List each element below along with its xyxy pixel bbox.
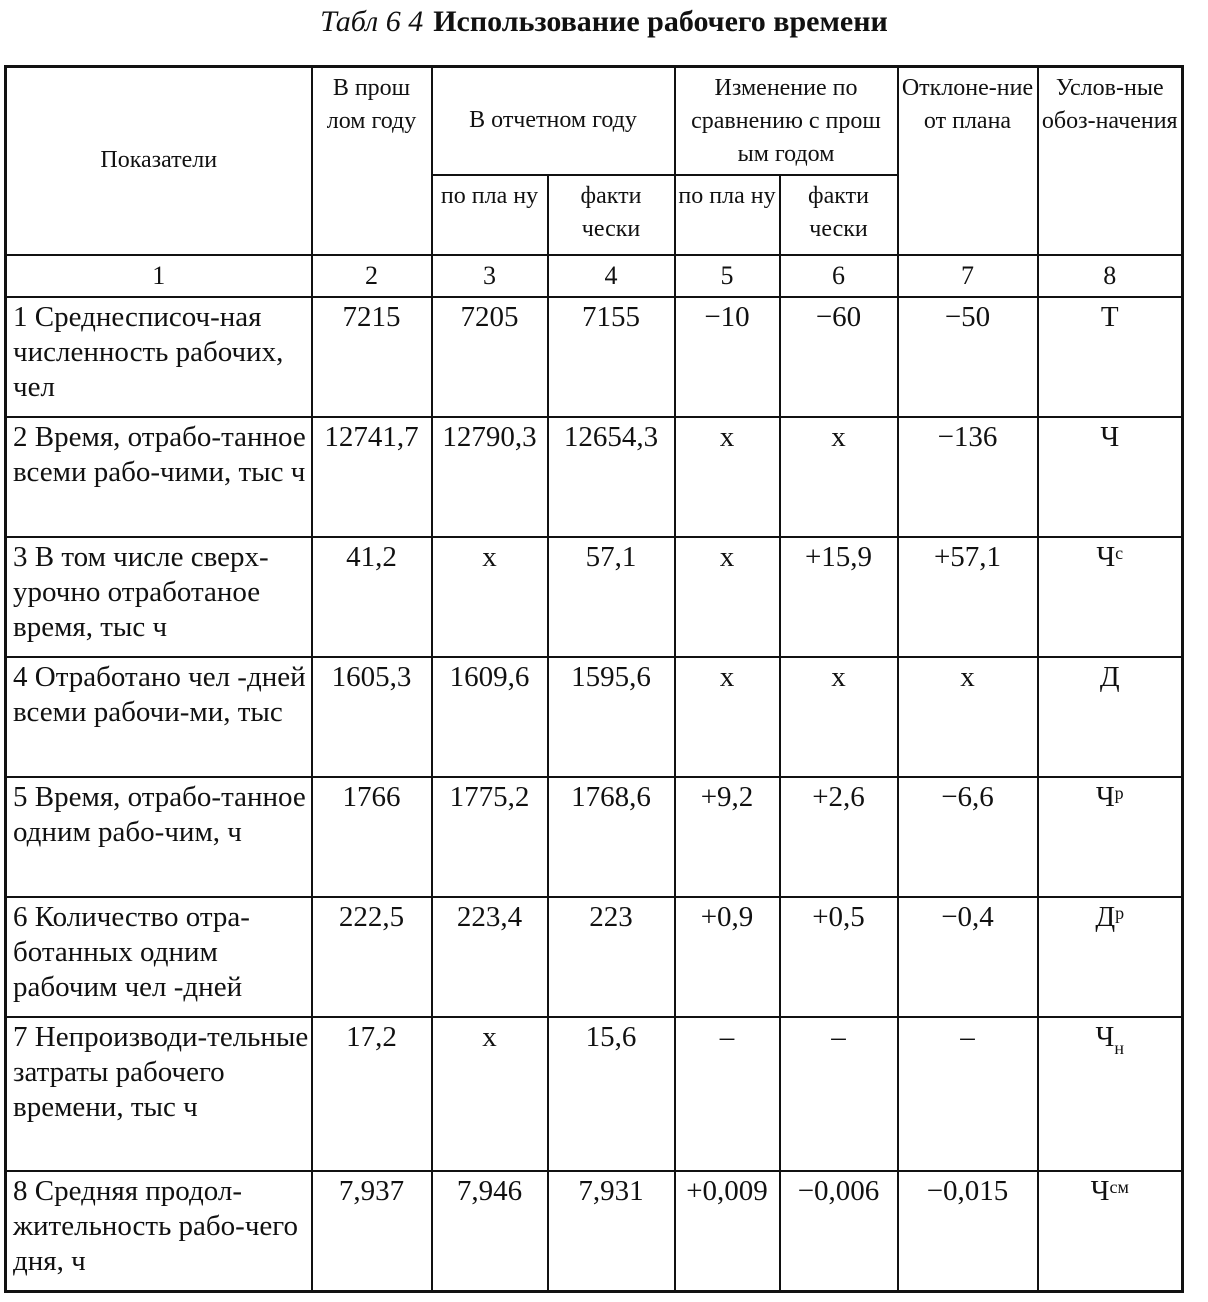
notation-superscript: р (1114, 782, 1124, 803)
plan-cell: 7,946 (432, 1171, 548, 1292)
notation-symbol: Д (1099, 660, 1120, 693)
prev-year-cell: 222,5 (312, 897, 432, 1017)
notation-symbol: Ч (1095, 780, 1115, 813)
table-row (6, 1017, 1183, 1171)
plan-cell: 12790,3 (432, 417, 548, 537)
plan-cell: 1775,2 (432, 777, 548, 897)
header-actual: факти чески (548, 175, 675, 255)
table-row (6, 297, 1183, 417)
header-change-actual: факти чески (780, 175, 898, 255)
change-plan-cell: +0,009 (675, 1171, 780, 1292)
prev-year-cell: 1605,3 (312, 657, 432, 777)
plan-cell: х (432, 1017, 548, 1171)
prev-year-cell: 12741,7 (312, 417, 432, 537)
change-actual-cell: – (780, 1017, 898, 1171)
notation-cell (1038, 297, 1183, 417)
change-plan-cell: +0,9 (675, 897, 780, 1017)
notation-cell (1038, 417, 1183, 537)
table-row (6, 897, 1183, 1017)
notation-superscript: см (1109, 1176, 1129, 1197)
notation-cell (1038, 1171, 1183, 1292)
notation-symbol: Ч (1100, 420, 1120, 453)
column-number: 1 (6, 255, 312, 297)
prev-year-cell: 17,2 (312, 1017, 432, 1171)
table-row (6, 777, 1183, 897)
change-plan-cell: х (675, 537, 780, 657)
change-actual-cell: +2,6 (780, 777, 898, 897)
change-plan-cell: +9,2 (675, 777, 780, 897)
change-actual-cell: −0,006 (780, 1171, 898, 1292)
header-plan: по пла ну (432, 175, 548, 255)
change-actual-cell: х (780, 417, 898, 537)
indicator-cell: 1 Среднесписоч-ная численность рабочих, чел (6, 297, 312, 417)
notation-cell (1038, 897, 1183, 1017)
change-plan-cell: х (675, 417, 780, 537)
notation-symbol: Ч (1096, 540, 1116, 573)
column-number: 7 (898, 255, 1038, 297)
header-indicators: Показатели (6, 67, 312, 255)
actual-cell: 57,1 (548, 537, 675, 657)
prev-year-cell: 7215 (312, 297, 432, 417)
notation-symbol: Т (1100, 300, 1119, 333)
table-row (6, 657, 1183, 777)
deviation-cell: −0,015 (898, 1171, 1038, 1292)
indicator-cell: 3 В том числе сверх-урочно отработаное время, тыс ч (6, 537, 312, 657)
header-row-1 (6, 67, 1183, 175)
table-row (6, 1171, 1183, 1292)
header-change-prev: Изменение по сравнению с прош ым годом (675, 67, 898, 175)
deviation-cell: −0,4 (898, 897, 1038, 1017)
actual-cell: 7155 (548, 297, 675, 417)
notation-symbol: Д (1095, 900, 1116, 933)
notation-superscript: с (1115, 542, 1124, 563)
header-prev-year: В прош лом году (312, 67, 432, 255)
notation-subscript: н (1114, 1037, 1124, 1058)
notation-symbol: Ч (1090, 1174, 1110, 1207)
plan-cell: 7205 (432, 297, 548, 417)
column-number: 2 (312, 255, 432, 297)
notation-cell (1038, 657, 1183, 777)
column-number: 6 (780, 255, 898, 297)
header-deviation: Отклоне-ние от плана (898, 67, 1038, 255)
change-actual-cell: х (780, 657, 898, 777)
deviation-cell: +57,1 (898, 537, 1038, 657)
table-row (6, 537, 1183, 657)
column-number-row (6, 255, 1183, 297)
indicator-cell: 8 Средняя продол-жительность рабо-чего дня, ч (6, 1171, 312, 1292)
actual-cell: 7,931 (548, 1171, 675, 1292)
notation-cell (1038, 1017, 1183, 1171)
change-plan-cell: х (675, 657, 780, 777)
plan-cell: 223,4 (432, 897, 548, 1017)
notation-superscript: р (1115, 902, 1125, 923)
table-title: Использование рабочего времени (433, 5, 888, 38)
indicator-cell: 7 Непроизводи-тельные затраты рабочего времени, тыс ч (6, 1017, 312, 1171)
table-row (6, 417, 1183, 537)
prev-year-cell: 41,2 (312, 537, 432, 657)
indicator-cell: 6 Количество отра-ботанных одним рабочим чел -дней (6, 897, 312, 1017)
column-number: 3 (432, 255, 548, 297)
notation-cell (1038, 777, 1183, 897)
deviation-cell: −50 (898, 297, 1038, 417)
header-notation: Услов-ные обоз-начения (1038, 67, 1183, 255)
actual-cell: 1768,6 (548, 777, 675, 897)
actual-cell: 15,6 (548, 1017, 675, 1171)
notation-symbol: Ч (1095, 1020, 1115, 1053)
header-change-plan: по пла ну (675, 175, 780, 255)
column-number: 4 (548, 255, 675, 297)
actual-cell: 12654,3 (548, 417, 675, 537)
indicator-cell: 5 Время, отрабо-танное одним рабо-чим, ч (6, 777, 312, 897)
indicator-cell: 2 Время, отрабо-танное всеми рабо-чими, тыс ч (6, 417, 312, 537)
table-label: Табл 6 4 (320, 5, 424, 38)
plan-cell: х (432, 537, 548, 657)
change-plan-cell: −10 (675, 297, 780, 417)
header-report-year: В отчетном году (432, 67, 675, 175)
actual-cell: 223 (548, 897, 675, 1017)
change-actual-cell: −60 (780, 297, 898, 417)
change-actual-cell: +15,9 (780, 537, 898, 657)
deviation-cell: −136 (898, 417, 1038, 537)
prev-year-cell: 1766 (312, 777, 432, 897)
column-number: 5 (675, 255, 780, 297)
actual-cell: 1595,6 (548, 657, 675, 777)
notation-cell (1038, 537, 1183, 657)
deviation-cell: – (898, 1017, 1038, 1171)
prev-year-cell: 7,937 (312, 1171, 432, 1292)
change-plan-cell: – (675, 1017, 780, 1171)
table-caption (0, 2, 1208, 42)
deviation-cell: х (898, 657, 1038, 777)
work-time-table (4, 65, 1184, 1293)
deviation-cell: −6,6 (898, 777, 1038, 897)
change-actual-cell: +0,5 (780, 897, 898, 1017)
column-number: 8 (1038, 255, 1183, 297)
indicator-cell: 4 Отработано чел -дней всеми рабочи-ми, тыс (6, 657, 312, 777)
plan-cell: 1609,6 (432, 657, 548, 777)
